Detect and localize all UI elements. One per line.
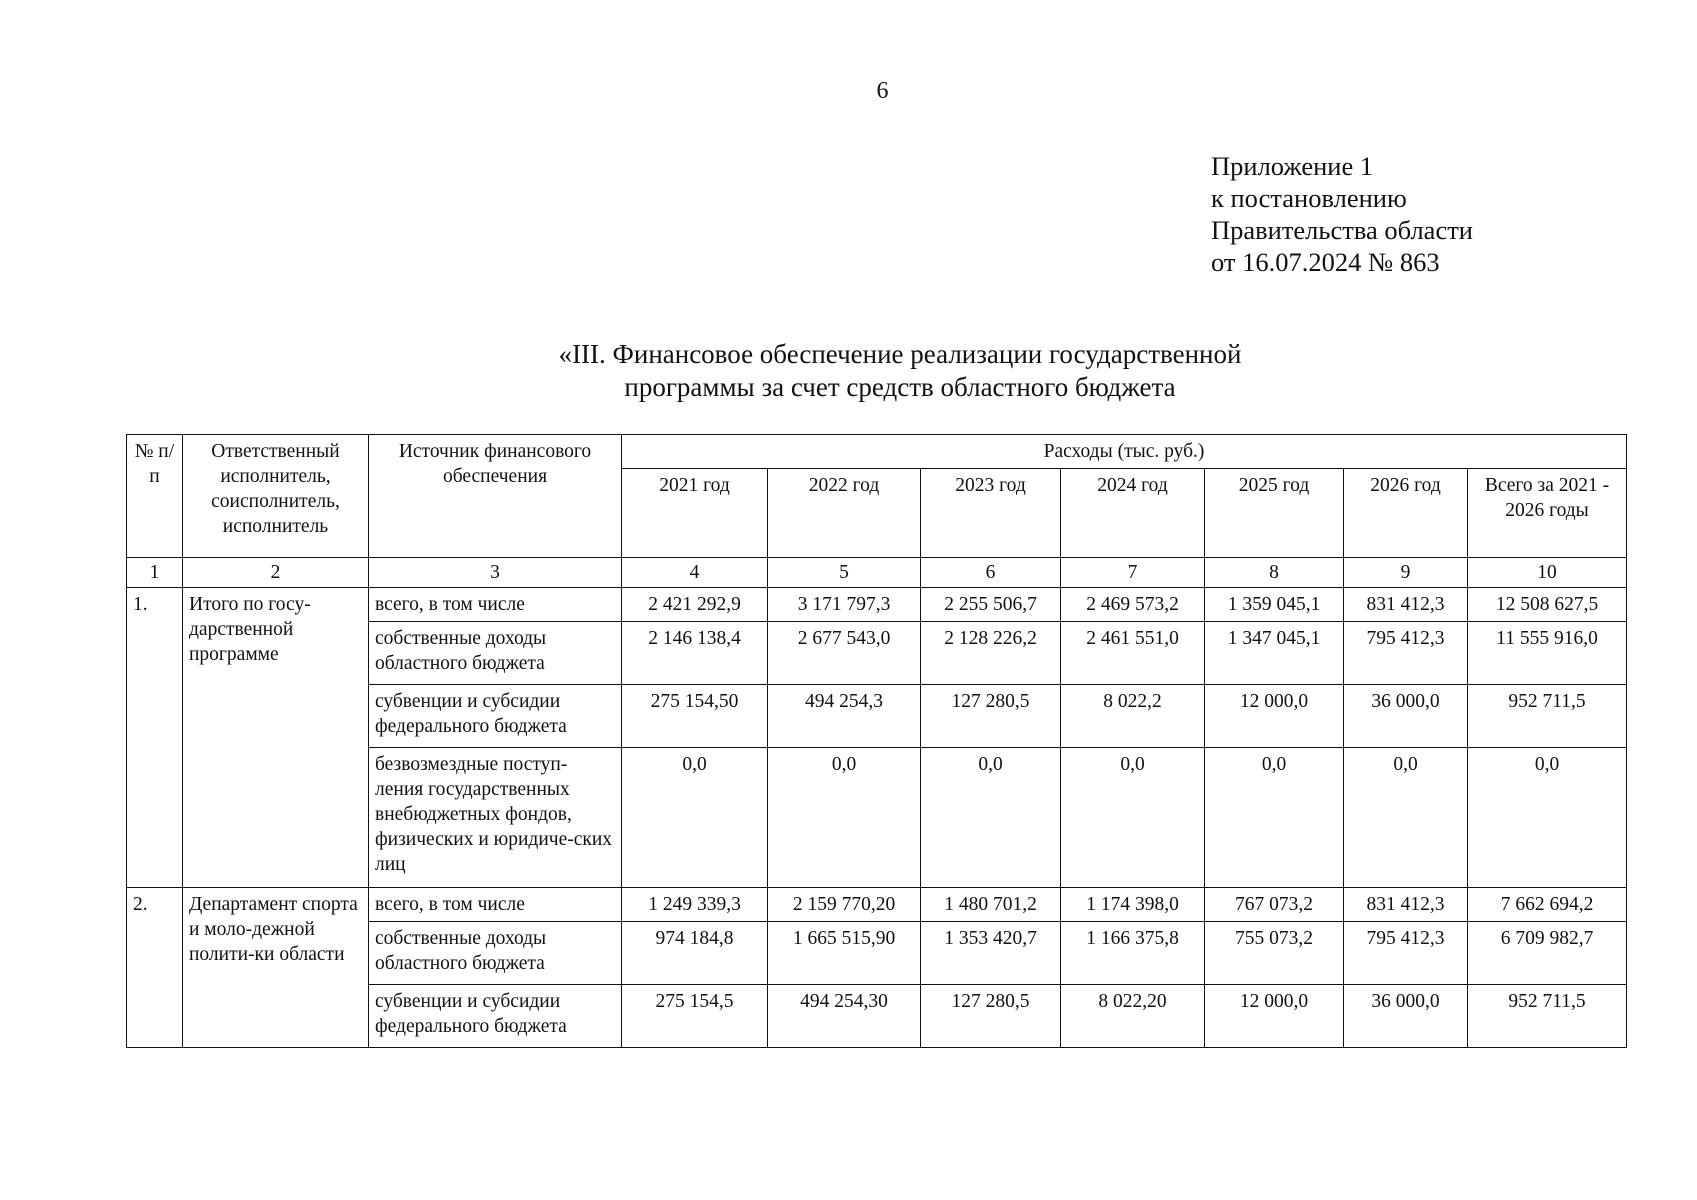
header-year: 2024 год [1061,469,1205,558]
header-expenses: Расходы (тыс. руб.) [622,435,1627,469]
header-year: 2026 год [1344,469,1468,558]
value-cell: 1 480 701,2 [921,888,1061,922]
total-cell: 12 508 627,5 [1468,588,1627,622]
value-cell: 2 146 138,4 [622,622,768,685]
source-cell: субвенции и субсидии федерального бюджета [369,685,622,748]
value-cell: 0,0 [622,748,768,888]
column-number: 7 [1061,558,1205,588]
column-number: 1 [127,558,183,588]
row-number: 1. [127,588,183,888]
executor-cell: Департамент спорта и моло-дежной полити-ки области [183,888,369,1048]
value-cell: 2 461 551,0 [1061,622,1205,685]
value-cell: 795 412,3 [1344,622,1468,685]
value-cell: 3 171 797,3 [768,588,921,622]
value-cell: 2 421 292,9 [622,588,768,622]
row-number: 2. [127,888,183,1048]
value-cell: 1 166 375,8 [1061,922,1205,985]
header-num: № п/п [127,435,183,558]
value-cell: 795 412,3 [1344,922,1468,985]
total-cell: 6 709 982,7 [1468,922,1627,985]
value-cell: 831 412,3 [1344,888,1468,922]
value-cell: 127 280,5 [921,985,1061,1048]
source-cell: собственные доходы областного бюджета [369,922,622,985]
appendix-date-line: от 16.07.2024 № 863 [1211,247,1440,277]
value-cell: 1 174 398,0 [1061,888,1205,922]
value-cell: 1 347 045,1 [1205,622,1344,685]
total-cell: 11 555 916,0 [1468,622,1627,685]
value-cell: 0,0 [1061,748,1205,888]
column-number: 5 [768,558,921,588]
value-cell: 275 154,5 [622,985,768,1048]
value-cell: 36 000,0 [1344,685,1468,748]
value-cell: 8 022,20 [1061,985,1205,1048]
value-cell: 755 073,2 [1205,922,1344,985]
value-cell: 0,0 [768,748,921,888]
appendix-line: Приложение 1 [1211,151,1374,181]
source-cell: собственные доходы областного бюджета [369,622,622,685]
column-number: 3 [369,558,622,588]
value-cell: 767 073,2 [1205,888,1344,922]
source-cell: безвозмездные поступ-ления государственных внебюджетных фондов, физических и юридиче-ских лиц [369,748,622,888]
value-cell: 2 469 573,2 [1061,588,1205,622]
value-cell: 1 665 515,90 [768,922,921,985]
value-cell: 1 249 339,3 [622,888,768,922]
page-number: 6 [876,78,889,104]
section-title [470,338,1330,404]
header-year: 2021 год [622,469,768,558]
section-title-line: «III. Финансовое обеспечение реализации государственной [558,339,1242,369]
value-cell: 8 022,2 [1061,685,1205,748]
executor-cell: Итого по госу-дарственной программе [183,588,369,888]
value-cell: 36 000,0 [1344,985,1468,1048]
value-cell: 0,0 [1344,748,1468,888]
value-cell: 0,0 [921,748,1061,888]
header-executor: Ответственный исполнитель, соисполнитель, исполнитель [183,435,369,558]
table-row [127,588,1627,622]
header-source: Источник финансового обеспечения [369,435,622,558]
total-cell: 952 711,5 [1468,985,1627,1048]
column-number: 4 [622,558,768,588]
column-number: 9 [1344,558,1468,588]
total-cell: 0,0 [1468,748,1627,888]
column-number: 6 [921,558,1061,588]
column-number: 2 [183,558,369,588]
total-cell: 7 662 694,2 [1468,888,1627,922]
value-cell: 1 359 045,1 [1205,588,1344,622]
table-row [127,888,1627,922]
column-number: 10 [1468,558,1627,588]
value-cell: 494 254,3 [768,685,921,748]
section-title-line: программы за счет средств областного бюджета [624,372,1176,402]
value-cell: 2 677 543,0 [768,622,921,685]
value-cell: 2 128 226,2 [921,622,1061,685]
source-cell: всего, в том числе [369,888,622,922]
value-cell: 831 412,3 [1344,588,1468,622]
value-cell: 0,0 [1205,748,1344,888]
value-cell: 1 353 420,7 [921,922,1061,985]
source-cell: всего, в том числе [369,588,622,622]
value-cell: 2 159 770,20 [768,888,921,922]
source-cell: субвенции и субсидии федерального бюджета [369,985,622,1048]
value-cell: 127 280,5 [921,685,1061,748]
column-number: 8 [1205,558,1344,588]
appendix-line: к постановлению [1211,183,1407,213]
header-total: Всего за 2021 - 2026 годы [1468,469,1627,558]
value-cell: 275 154,50 [622,685,768,748]
value-cell: 974 184,8 [622,922,768,985]
value-cell: 2 255 506,7 [921,588,1061,622]
column-number-row [127,558,1627,588]
header-year: 2023 год [921,469,1061,558]
appendix-block [1211,150,1473,278]
header-year: 2025 год [1205,469,1344,558]
value-cell: 12 000,0 [1205,985,1344,1048]
financing-table [126,434,1627,1048]
value-cell: 12 000,0 [1205,685,1344,748]
value-cell: 494 254,30 [768,985,921,1048]
appendix-line: Правительства области [1211,215,1473,245]
header-year: 2022 год [768,469,921,558]
total-cell: 952 711,5 [1468,685,1627,748]
